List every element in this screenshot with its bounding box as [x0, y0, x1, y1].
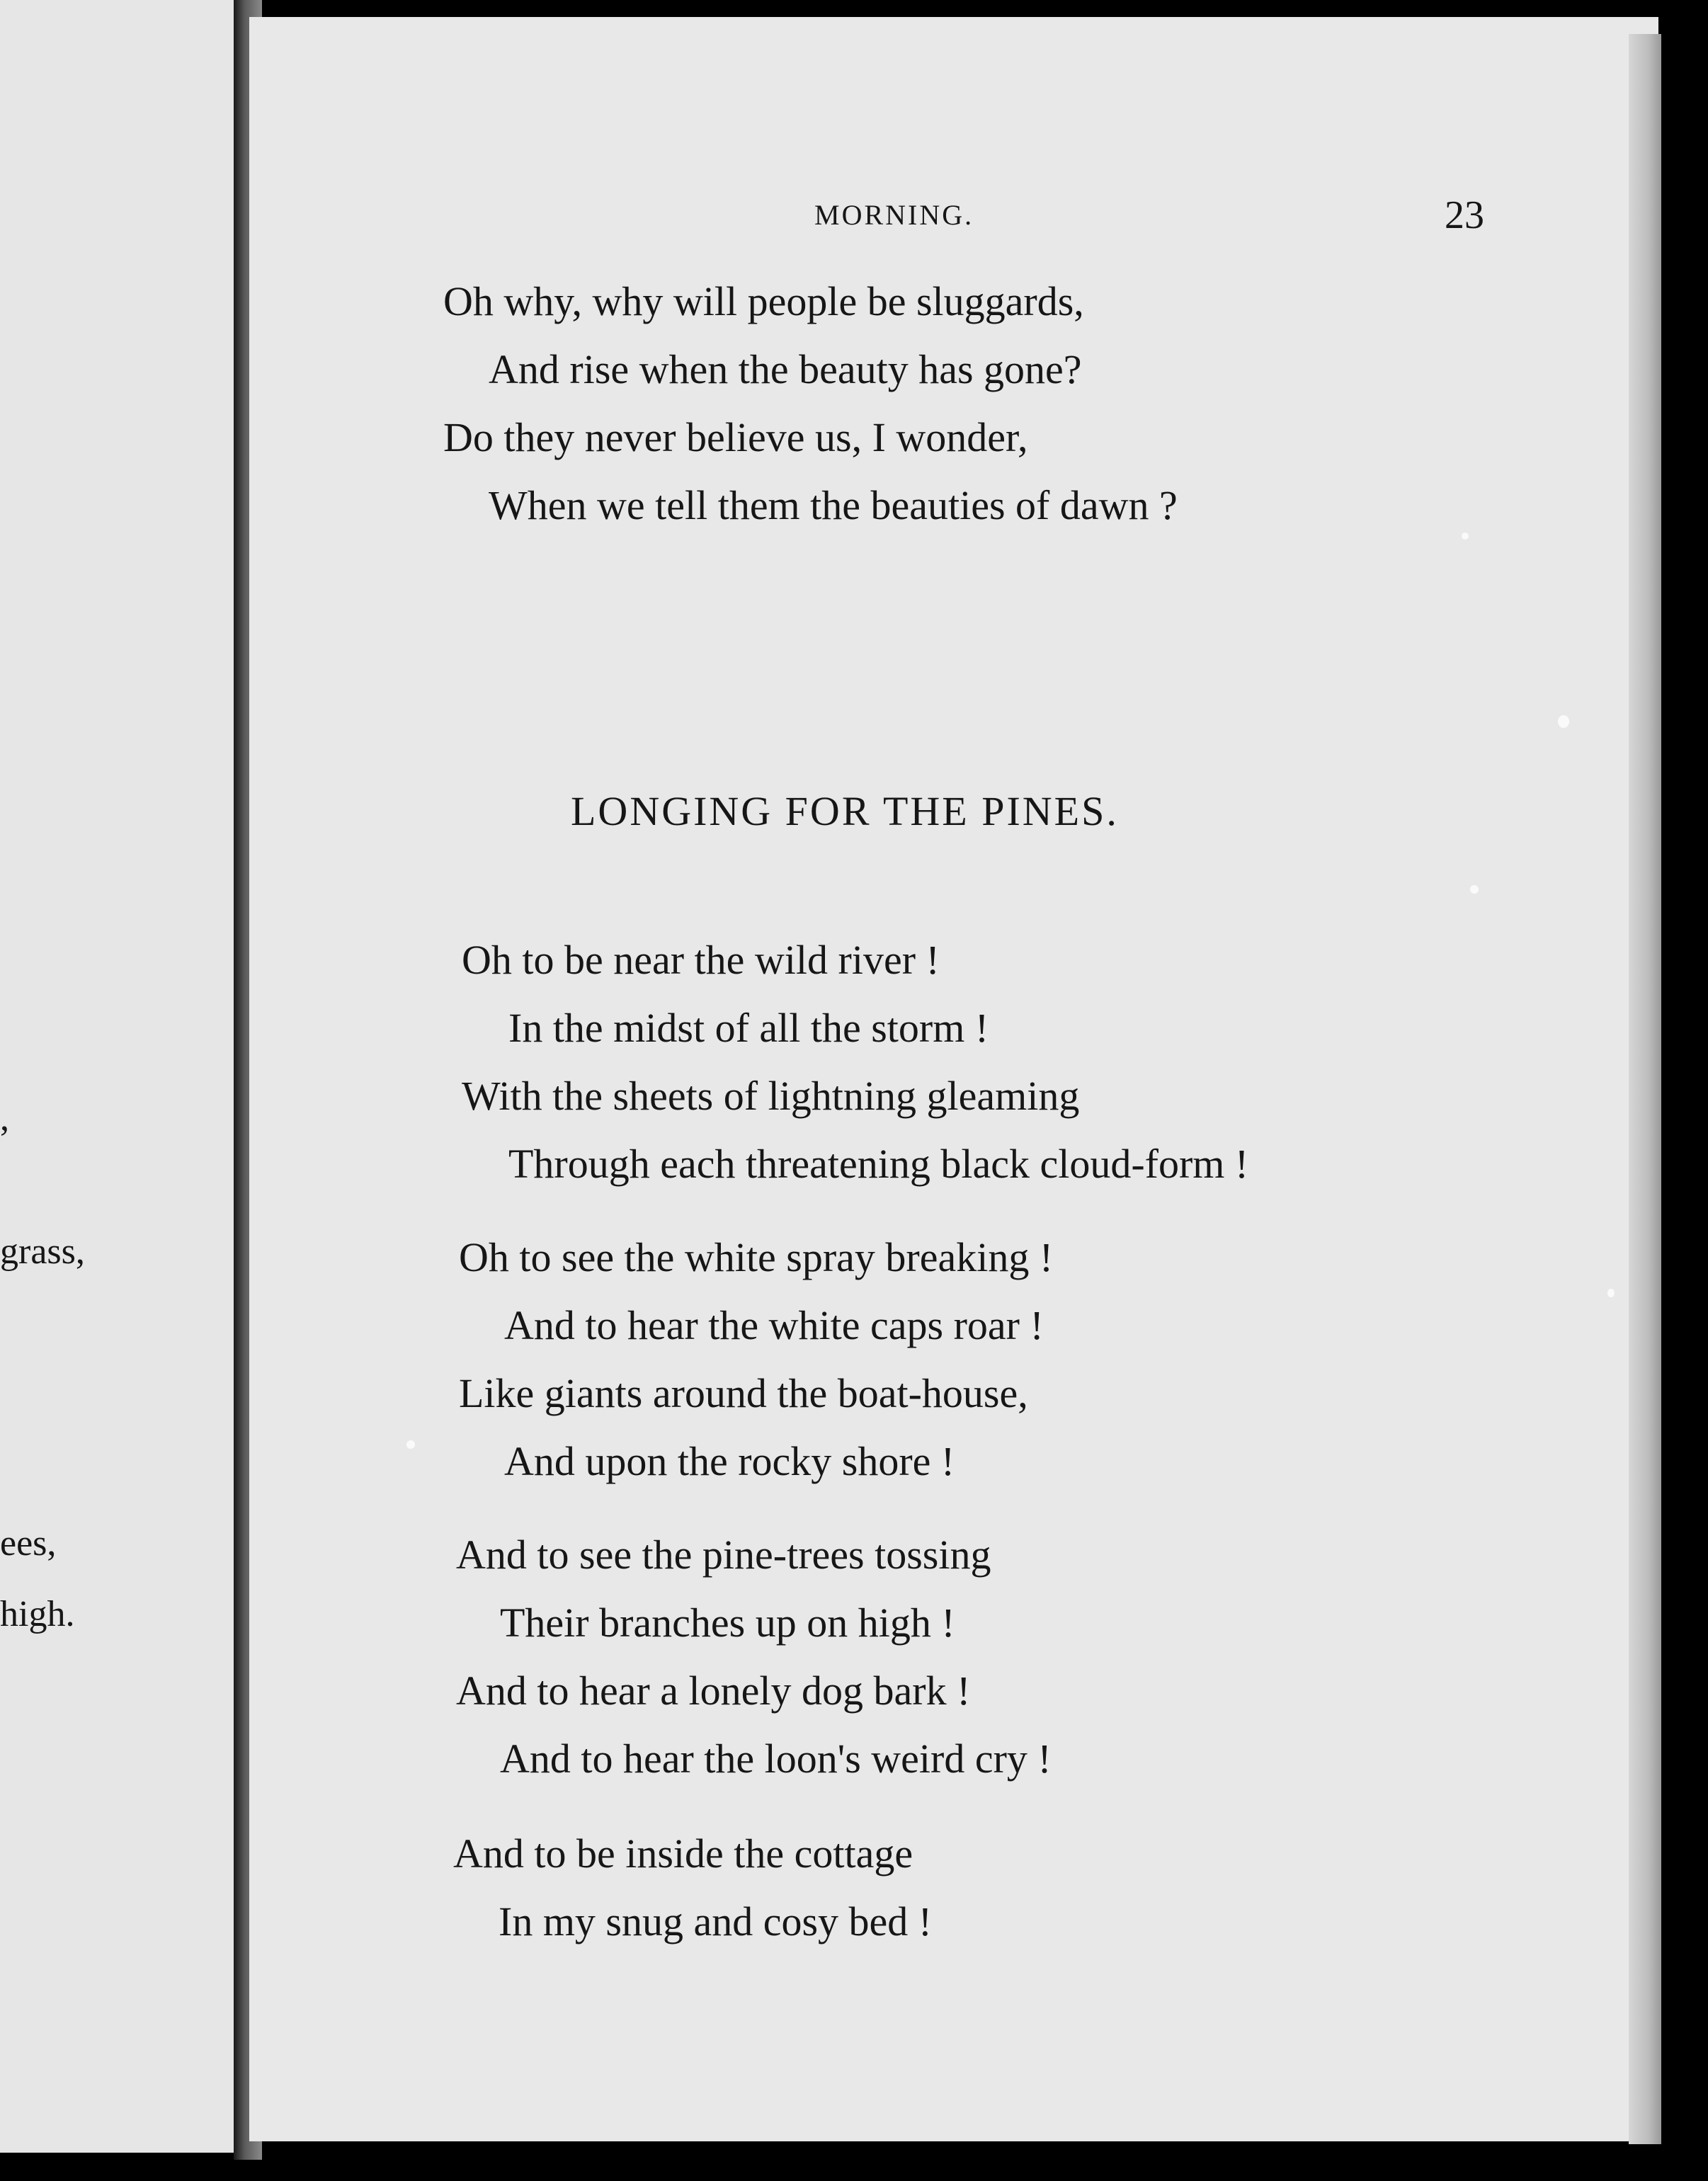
page-edge	[1629, 34, 1661, 2144]
poem-line: With the sheets of lightning gleaming	[462, 1073, 1080, 1119]
left-page-fragment: ,	[0, 1098, 9, 1139]
poem-line: Like giants around the boat-house,	[459, 1370, 1028, 1416]
left-page-fragment: grass,	[0, 1231, 85, 1272]
left-page-fragment: high.	[0, 1594, 75, 1634]
poem-line: Their branches up on high !	[500, 1600, 955, 1646]
scan-speck	[1607, 1289, 1615, 1297]
previous-poem-line: Oh why, why will people be sluggards,	[443, 278, 1084, 324]
poem-line: And upon the rocky shore !	[504, 1438, 955, 1484]
page-number: 23	[1445, 193, 1484, 237]
poem-title: LONGING FOR THE PINES.	[571, 788, 1119, 834]
poem-line: And to hear a lonely dog bark !	[456, 1668, 971, 1714]
poem-line: And to be inside the cottage	[453, 1830, 913, 1877]
scan-speck	[1462, 533, 1469, 540]
scan-speck	[406, 1440, 415, 1449]
poem-line: And to see the pine-trees tossing	[456, 1532, 991, 1578]
poem-line: And to hear the loon's weird cry !	[500, 1736, 1052, 1782]
scan-speck	[1558, 715, 1569, 728]
previous-poem-line: Do they never believe us, I wonder,	[443, 414, 1028, 460]
poem-line: Oh to see the white spray breaking !	[459, 1234, 1054, 1280]
poem-line: And to hear the white caps roar !	[504, 1302, 1044, 1348]
poem-line: Oh to be near the wild river !	[462, 937, 940, 983]
scan-speck	[1470, 885, 1479, 894]
running-head: MORNING.	[814, 199, 974, 231]
poem-line: In the midst of all the storm !	[508, 1005, 989, 1051]
left-page-fragment: ees,	[0, 1523, 57, 1564]
poem-line: Through each threatening black cloud-form !	[508, 1141, 1249, 1187]
poem-line: In my snug and cosy bed !	[499, 1898, 933, 1944]
left-page	[0, 0, 234, 2153]
previous-poem-line: And rise when the beauty has gone?	[489, 346, 1082, 392]
previous-poem-line: When we tell them the beauties of dawn ?	[489, 482, 1178, 528]
